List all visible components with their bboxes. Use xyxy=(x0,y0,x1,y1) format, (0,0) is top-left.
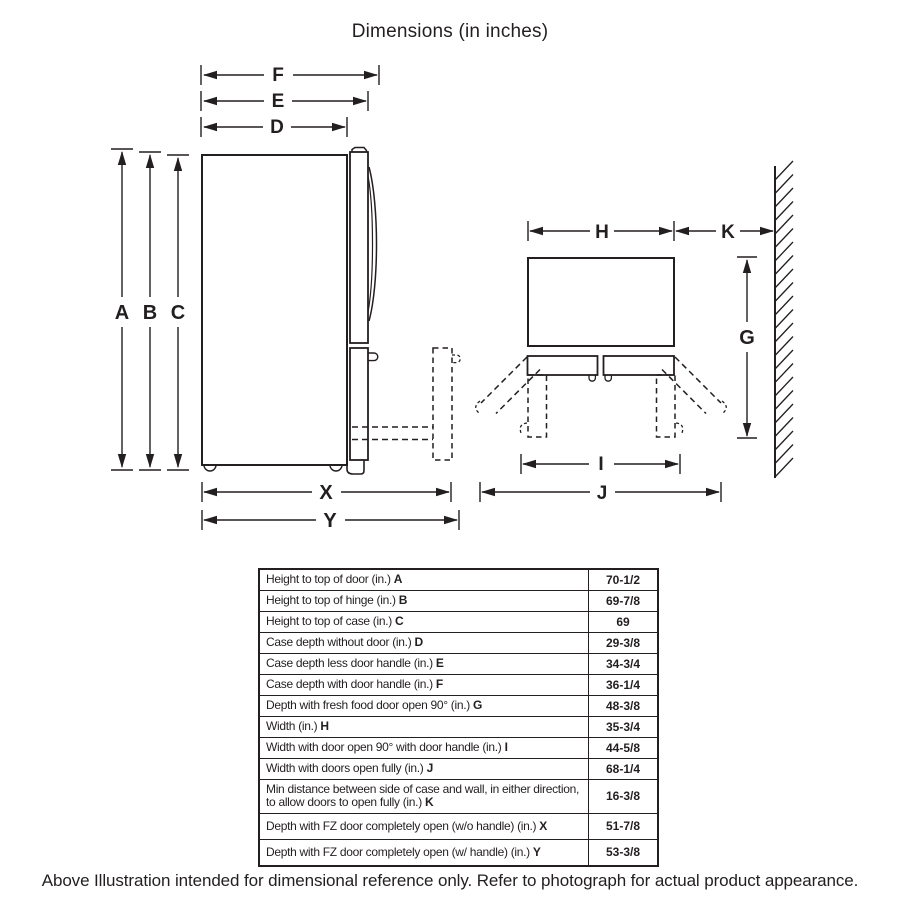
drawer-handle xyxy=(368,353,378,361)
table-row xyxy=(259,813,658,839)
door-handle-right xyxy=(605,375,611,381)
table-row xyxy=(259,633,658,654)
dim-arrow-G xyxy=(737,257,757,438)
spec-label: Case depth with door handle (in.) F xyxy=(259,675,589,696)
label-K: K xyxy=(721,222,735,243)
dim-arrow-A xyxy=(111,149,133,470)
dim-arrow-I xyxy=(521,454,680,475)
doors-closed xyxy=(528,356,675,381)
spec-label: Height to top of hinge (in.) B xyxy=(259,591,589,612)
spec-label: Depth with FZ door completely open (w/o handle) (in.) X xyxy=(259,813,589,839)
fridge-case-outline xyxy=(202,155,347,465)
dim-key: Y xyxy=(532,844,541,859)
dim-key: G xyxy=(473,698,483,713)
case-top-outline xyxy=(528,258,674,346)
spec-label: Depth with FZ door completely open (w/ handle) (in.) Y xyxy=(259,839,589,866)
table-row xyxy=(259,738,658,759)
dim-arrow-Y xyxy=(202,510,459,532)
spec-label: Min distance between side of case and wall, in either direction, to allow doors to open fully (in.) K xyxy=(259,780,589,814)
disclaimer-text: Above Illustration intended for dimensional reference only. Refer to photograph for actual product appearance. xyxy=(41,871,859,890)
spec-label: Case depth less door handle (in.) E xyxy=(259,654,589,675)
spec-label: Width with doors open fully (in.) J xyxy=(259,759,589,780)
dim-arrow-B xyxy=(139,152,161,470)
label-A: A xyxy=(114,302,130,324)
spec-label: Height to top of door (in.) A xyxy=(259,569,589,591)
spec-value: 44-5/8 xyxy=(589,738,659,759)
label-F: F xyxy=(272,65,284,86)
spec-value: 51-7/8 xyxy=(589,813,659,839)
spec-value: 69-7/8 xyxy=(589,591,659,612)
dim-key: B xyxy=(398,593,408,608)
label-J: J xyxy=(596,483,608,504)
spec-value: 35-3/4 xyxy=(589,717,659,738)
spec-value: 69 xyxy=(589,612,659,633)
spec-label: Height to top of case (in.) C xyxy=(259,612,589,633)
spec-value: 36-1/4 xyxy=(589,675,659,696)
freezer-drawer-open-dashed xyxy=(433,348,460,460)
spec-label: Width with door open 90° with door handle (in.) I xyxy=(259,738,589,759)
spec-label: Depth with fresh food door open 90° (in.) G xyxy=(259,696,589,717)
label-G: G xyxy=(739,327,755,349)
dim-arrow-X xyxy=(202,482,451,504)
drawer-rails-dashed xyxy=(352,427,433,440)
dim-key: J xyxy=(426,761,433,776)
label-I: I xyxy=(598,454,604,475)
spec-value: 48-3/8 xyxy=(589,696,659,717)
dim-arrow-C xyxy=(167,155,189,470)
dim-key: F xyxy=(435,677,443,692)
spec-label: Width (in.) H xyxy=(259,717,589,738)
dim-key: H xyxy=(320,719,329,734)
table-row xyxy=(259,612,658,633)
door-handle-left xyxy=(589,375,595,381)
label-H: H xyxy=(595,222,609,243)
top-view-diagram xyxy=(476,161,793,504)
label-B: B xyxy=(142,302,158,324)
table-row xyxy=(259,839,658,866)
spec-value: 34-3/4 xyxy=(589,654,659,675)
table-row xyxy=(259,780,658,814)
label-D: D xyxy=(270,117,284,138)
door-handle-arc xyxy=(369,167,377,321)
spec-value: 70-1/2 xyxy=(589,569,659,591)
side-view-diagram xyxy=(111,65,460,532)
wheels xyxy=(204,465,342,471)
dim-key: A xyxy=(393,572,403,587)
table-row xyxy=(259,696,658,717)
label-X: X xyxy=(319,482,333,504)
dim-key: K xyxy=(424,795,434,810)
label-Y: Y xyxy=(323,510,337,532)
dim-arrow-D xyxy=(201,117,347,138)
dim-arrow-H xyxy=(528,221,674,243)
dim-key: I xyxy=(504,740,508,755)
dim-key: E xyxy=(435,656,444,671)
doors-open-full-dashed xyxy=(476,357,727,414)
dim-key: D xyxy=(414,635,423,650)
fridge-door-profile xyxy=(350,148,377,344)
table-row xyxy=(259,717,658,738)
page-title: Dimensions (in inches) xyxy=(351,21,549,42)
spec-value: 16-3/8 xyxy=(589,780,659,814)
table-row xyxy=(259,759,658,780)
spec-table xyxy=(258,568,659,867)
base-foot xyxy=(347,460,364,474)
table-row xyxy=(259,569,658,591)
dim-key: X xyxy=(539,818,547,833)
freezer-drawer-closed xyxy=(347,348,378,474)
table-row xyxy=(259,654,658,675)
dim-arrow-F xyxy=(201,65,379,86)
spec-value: 68-1/4 xyxy=(589,759,659,780)
wall-hatching xyxy=(775,161,793,478)
spec-value: 53-3/8 xyxy=(589,839,659,866)
dim-arrow-E xyxy=(201,91,368,112)
dim-key: C xyxy=(395,614,404,629)
spec-label: Case depth without door (in.) D xyxy=(259,633,589,654)
doors-open-90-dashed xyxy=(520,375,683,437)
table-row xyxy=(259,591,658,612)
table-row xyxy=(259,675,658,696)
label-E: E xyxy=(271,91,285,112)
spec-value: 29-3/8 xyxy=(589,633,659,654)
label-C: C xyxy=(170,302,186,324)
dim-arrow-J xyxy=(480,482,721,504)
dim-arrow-K xyxy=(676,222,773,243)
